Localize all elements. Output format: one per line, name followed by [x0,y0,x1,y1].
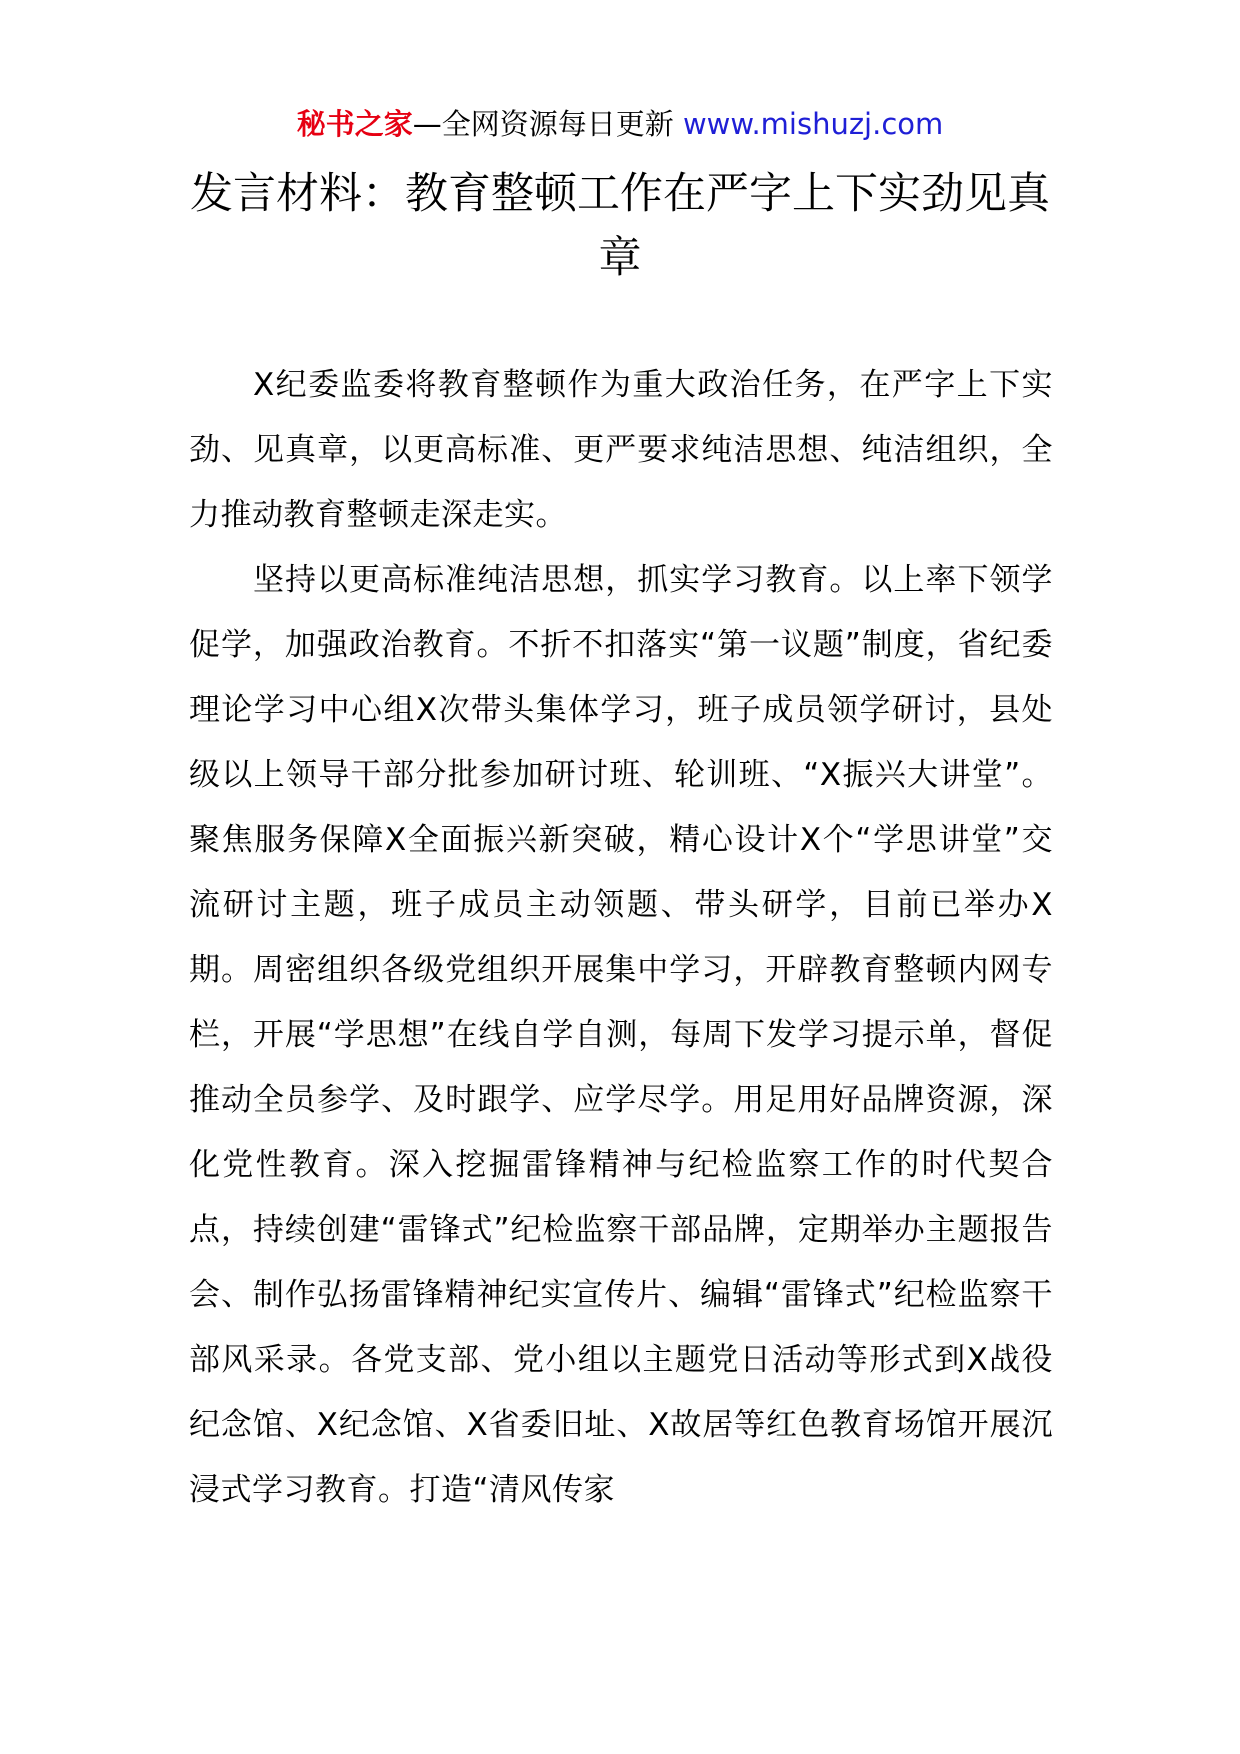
site-url-link[interactable]: www.mishuzj.com [682,107,944,141]
document-title: 发言材料：教育整顿工作在严字上下实劲见真章 [190,169,1050,283]
paragraph-intro: X纪委监委将教育整顿作为重大政治任务，在严字上下实劲、见真章，以更高标准、更严要求纯洁思想、纯洁组织，全力推动教育整顿走深走实。 [189,367,1053,533]
header-slogan: 全网资源每日更新 [441,107,674,141]
document-body [189,353,1053,1523]
brand-name: 秘书之家 [296,107,413,141]
header-separator: — [412,107,442,141]
site-header [0,104,1240,144]
paragraph-study-education: 坚持以更高标准纯洁思想，抓实学习教育。以上率下领学促学，加强政治教育。不折不扣落实“第一议题”制度，省纪委理论学习中心组X次带头集体学习，班子成员领学研讨，县处级以上领导干部分批参加研讨班、轮训班、“X振兴大讲堂”。聚焦服务保障X全面振兴新突破，精心设计X个“学思讲堂”交流研讨主题，班子成员主动领题、带头研学，目前已举办X期。周密组织各级党组织开展集中学习，开辟教育整顿内网专栏，开展“学思想”在线自学自测，每周下发学习提示单，督促推动全员参学、及时跟学、应学尽学。用足用好品牌资源，深化党性教育。深入挖掘雷锋精神与纪检监察工作的时代契合点，持续创建“雷锋式”纪检监察干部品牌，定期举办主题报告会、制作弘扬雷锋精神纪实宣传片、编辑“雷锋式”纪检监察干部风采录。各党支部、党小组以主题党日活动等形式到X战役纪念馆、X纪念馆、X省委旧址、X故居等红色教育场馆开展沉浸式学习教育。打造“清风传家 [189,562,1053,1508]
